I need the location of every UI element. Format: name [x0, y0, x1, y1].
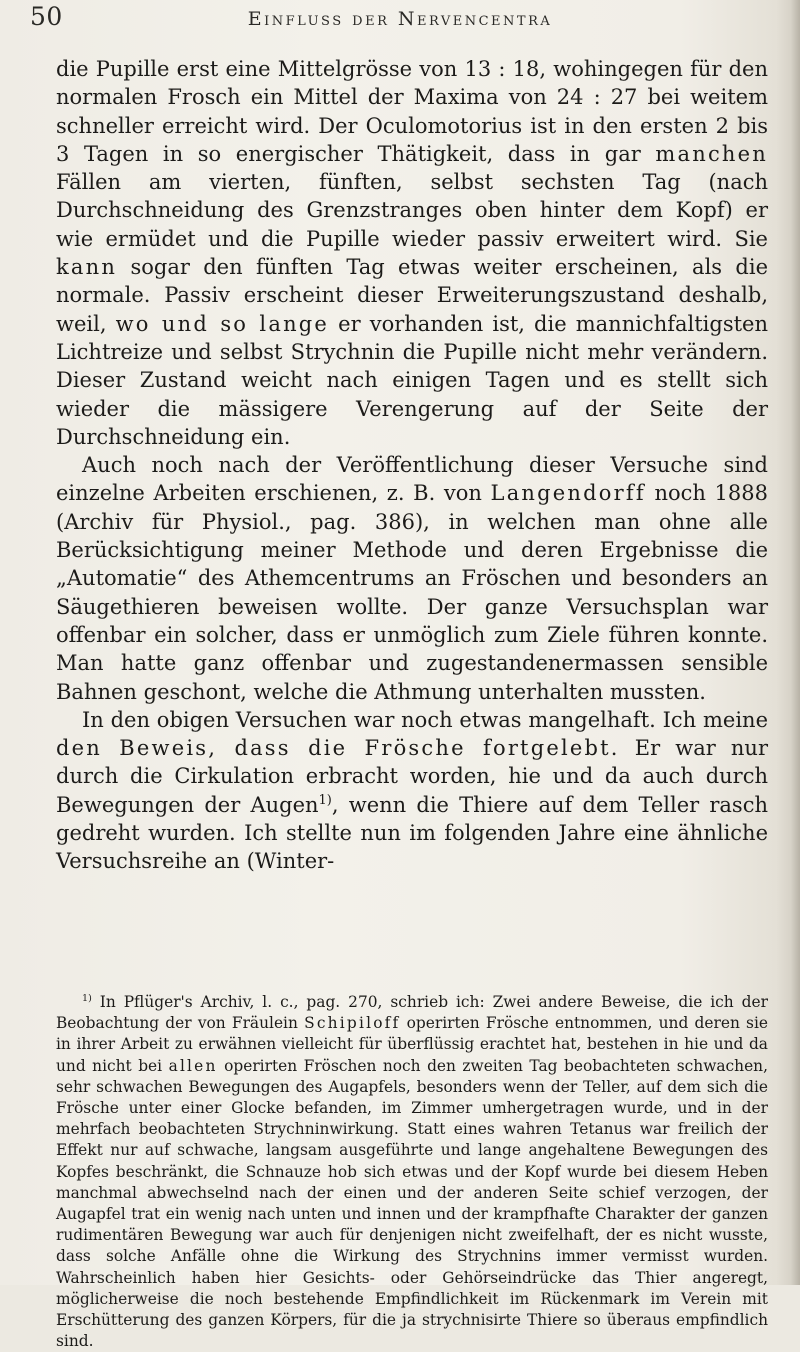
footnote-reference[interactable]: 1)	[318, 792, 332, 808]
body-text	[56, 55, 768, 876]
text-run: , wenn die Thiere auf dem Teller rasch gedreht wurden. Ich stellte nun im folgenden Jahre eine ähnliche Versuchsreihe an (Winter-	[56, 792, 768, 874]
paragraph-1	[56, 55, 768, 451]
author-name: Langendorff	[490, 481, 646, 506]
emphasis-text: den Beweis, dass die Frösche fortgelebt.	[56, 736, 620, 761]
paragraph-2	[56, 451, 768, 706]
text-run: Fällen am vierten, fünften, selbst sechsten Tag (nach Durchschneidung des Grenzstranges oben hinter dem Kopf) er wie ermüdet und die Pupille wieder passiv erweitert wird. Sie	[56, 170, 768, 251]
text-run: noch 1888 (Archiv für Physiol., pag. 386), in welchen man ohne alle Berücksichtigung meiner Methode und deren Ergebnisse die „Automatie“ des Athemcentrums an Fröschen und besonders an Säugethieren beweisen wollte. Der ganze Versuchsplan war offenbar ein solcher, dass er unmöglich zum Ziele führen konnte. Man hatte ganz offenbar und zugestandenermassen sensible Bahnen geschont, welche die Athmung unterhalten mussten.	[56, 481, 768, 704]
text-run: sogar den fünften Tag etwas weiter erscheinen, als die normale. Passiv erscheint dieser Erweiterungszustand deshalb, weil,	[56, 255, 768, 336]
emphasis-text: wo und so lange	[115, 311, 330, 336]
text-run: operirten Fröschen noch den zweiten Tag beobachteten schwachen, sehr schwachen Bewegungen des Augapfels, besonders wenn der Teller, auf dem sich die Frösche unter einer Glocke befanden, im Zimmer umhergetragen wurde, und in der mehrfach beobachteten Strychninwirkung. Statt eines wahren Tetanus war freilich der Effekt nur auf schwache, langsam ausgeführte und lange angehaltene Bewegungen des Kopfes beschränkt, die Schnauze hob sich etwas und der Kopf wurde bei diesem Heben manchmal abwechselnd nach der einen und der anderen Seite schief verzogen, der Augapfel trat ein wenig nach unten und innen und der krampfhafte Charakter der ganzen rudimentären Bewegung war auch für denjenigen nicht zweifelhaft, der es nicht wusste, dass solche Anfälle ohne die Wirkung des Strychnins immer vermisst wurden. Wahrscheinlich haben hier Gesichts- oder Gehörseindrücke das Thier angeregt, möglicherweise die noch bestehende Empfindlichkeit im Rückenmark im Verein mit Erschütterung des ganzen Körpers, für die ja strychnisirte Thiere so überaus empfindlich sind.	[56, 1056, 768, 1351]
emphasis-text: manchen	[655, 141, 768, 166]
page-header	[30, 2, 770, 40]
emphasis-text: allen	[168, 1056, 218, 1075]
emphasis-text: kann	[56, 255, 118, 280]
footnotes	[56, 992, 768, 1352]
text-run: Auch noch nach der Veröffentlichung dieser Versuche sind einzelne Arbeiten erschienen, z. B. von	[56, 453, 768, 506]
page-edge-shadow	[790, 0, 800, 1285]
running-title: Einfluss der Nervencentra	[247, 8, 553, 30]
text-run: In Pflüger's Archiv, l. c., pag. 270, schrieb ich: Zwei andere Beweise, die ich der Beobachtung der von Fräulein	[56, 993, 768, 1033]
text-run: In den obigen Versuchen war noch etwas mangelhaft. Ich meine	[82, 707, 768, 732]
text-run: die Pupille erst eine Mittelgrösse von 13 : 18, wohingegen für den normalen Frosch ein Mittel der Maxima von 24 : 27 bei weitem schneller erreicht wird. Der Oculomotorius ist in den ersten 2 bis 3 Tagen in so energischer Thätigkeit, dass in gar	[56, 57, 768, 166]
text-run: er vorhanden ist, die mannichfaltigsten Lichtreize und selbst Strychnin die Pupille nicht mehr verändern. Dieser Zustand weicht nach einigen Tagen und es stellt sich wieder die mässigere Verengerung auf der Seite der Durchschneidung ein.	[56, 311, 768, 449]
text-run: operirten Frösche entnommen, und deren sie in ihrer Arbeit zu erwähnen vielleicht für überflüssig erachtet hat, bestehen in hie und da und nicht bei	[56, 1014, 768, 1075]
footnote-1	[56, 992, 768, 1352]
footnote-marker: 1)	[82, 992, 92, 1004]
person-name: Schipiloff	[304, 1014, 401, 1033]
text-run: Er war nur durch die Cirkulation erbracht worden, hie und da auch durch Bewegungen der Augen	[56, 736, 768, 817]
paragraph-3	[56, 706, 768, 876]
page-number: 50	[30, 2, 63, 31]
